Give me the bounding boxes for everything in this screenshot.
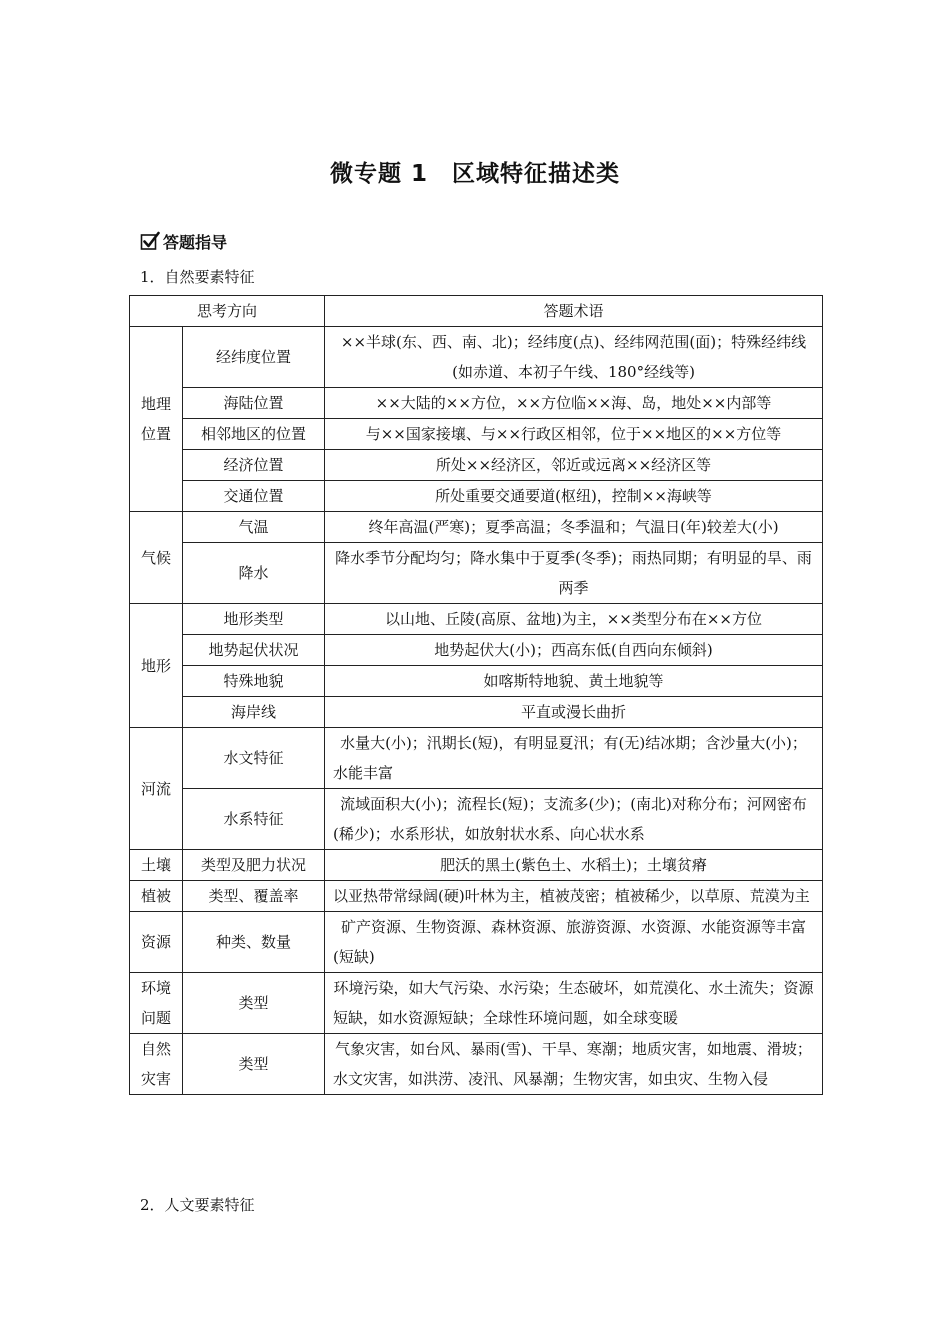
table-row [130,635,823,666]
category-label: 位置 [140,425,171,443]
checkbox-check-icon [140,231,160,251]
category-cell [130,850,183,881]
table-row [130,850,823,881]
aspect-cell: 经纬度位置 [183,327,325,388]
aspect-cell: 类型 [183,973,325,1034]
category-label: 植被 [140,887,171,905]
category-label: 问题 [140,1009,171,1027]
answer-cell: ××半球(东、西、南、北)；经纬度(点)、经纬网范围(面)；特殊经纬线(如赤道、本初子午线、180°经线等) [325,327,823,388]
section-heading-natural: 1．自然要素特征 [140,268,255,286]
aspect-cell: 水系特征 [183,789,325,850]
section-heading-human: 2．人文要素特征 [140,1196,255,1214]
category-cell [130,728,183,850]
header-cell-terms: 答题术语 [325,296,823,327]
table-row [130,697,823,728]
category-cell [130,912,183,973]
category-cell [130,327,183,512]
table-row [130,543,823,604]
table-row [130,481,823,512]
page-title: 微专题 1 区域特征描述类 [329,161,620,187]
aspect-cell: 类型及肥力状况 [183,850,325,881]
aspect-cell: 地势起伏状况 [183,635,325,666]
table-row [130,604,823,635]
category-cell [130,512,183,604]
table-header-row [130,296,823,327]
answer-cell: 所处重要交通要道(枢纽)，控制××海峡等 [325,481,823,512]
category-cell [130,881,183,912]
table-row [130,388,823,419]
table-row [130,450,823,481]
header-cell-direction: 思考方向 [130,296,325,327]
aspect-cell: 水文特征 [183,728,325,789]
category-label: 灾害 [140,1070,171,1088]
guide-label: 答题指导 [163,232,228,252]
category-label: 河流 [140,779,171,798]
category-cell [130,604,183,728]
table-row [130,512,823,543]
answer-cell: 终年高温(严寒)；夏季高温；冬季温和；气温日(年)较差大(小) [325,512,823,543]
answer-cell: 所处××经济区，邻近或远离××经济区等 [325,450,823,481]
answer-cell: ××大陆的××方位，××方位临××海、岛，地处××内部等 [325,388,823,419]
table-row [130,666,823,697]
category-label: 气候 [140,548,171,567]
answer-cell: 环境污染，如大气污染、水污染；生态破坏，如荒漠化、水土流失；资源短缺，如水资源短缺；全球性环境问题，如全球变暖 [325,973,823,1034]
category-label: 地形 [140,656,171,675]
table-row [130,789,823,850]
aspect-cell: 类型、覆盖率 [183,881,325,912]
table-row [130,912,823,973]
category-label: 地理 [140,395,171,413]
aspect-cell: 降水 [183,543,325,604]
aspect-cell: 气温 [183,512,325,543]
aspect-cell: 特殊地貌 [183,666,325,697]
table-row [130,419,823,450]
table-row [130,881,823,912]
answer-cell: 以山地、丘陵(高原、盆地)为主，××类型分布在××方位 [325,604,823,635]
aspect-cell: 地形类型 [183,604,325,635]
table-row [130,728,823,789]
table-row [130,1034,823,1095]
category-cell [130,973,183,1034]
answer-cell: 流域面积大(小)；流程长(短)；支流多(少)；(南北)对称分布；河网密布(稀少)；水系形状，如放射状水系、向心状水系 [325,789,823,850]
aspect-cell: 海岸线 [183,697,325,728]
natural-features-table [129,295,823,1095]
aspect-cell: 交通位置 [183,481,325,512]
category-label: 自然 [140,1040,171,1058]
aspect-cell: 相邻地区的位置 [183,419,325,450]
category-label: 土壤 [140,856,171,874]
answer-cell: 降水季节分配均匀；降水集中于夏季(冬季)；雨热同期；有明显的旱、雨两季 [325,543,823,604]
guide-heading [140,229,227,253]
answer-cell: 气象灾害，如台风、暴雨(雪)、干旱、寒潮；地质灾害，如地震、滑坡；水文灾害，如洪涝、凌汛、风暴潮；生物灾害，如虫灾、生物入侵 [325,1034,823,1095]
aspect-cell: 类型 [183,1034,325,1095]
answer-cell: 地势起伏大(小)；西高东低(自西向东倾斜) [325,635,823,666]
category-label: 资源 [140,933,171,951]
aspect-cell: 海陆位置 [183,388,325,419]
aspect-cell: 经济位置 [183,450,325,481]
category-label: 环境 [140,979,171,997]
aspect-cell: 种类、数量 [183,912,325,973]
answer-cell: 以亚热带常绿阔(硬)叶林为主，植被茂密；植被稀少，以草原、荒漠为主 [325,881,823,912]
category-cell [130,1034,183,1095]
answer-cell: 水量大(小)；汛期长(短)，有明显夏汛；有(无)结冰期；含沙量大(小)；水能丰富 [325,728,823,789]
table-row [130,973,823,1034]
table-row [130,327,823,388]
answer-cell: 如喀斯特地貌、黄土地貌等 [325,666,823,697]
answer-cell: 与××国家接壤、与××行政区相邻，位于××地区的××方位等 [325,419,823,450]
answer-cell: 平直或漫长曲折 [325,697,823,728]
answer-cell: 肥沃的黑土(紫色土、水稻土)；土壤贫瘠 [325,850,823,881]
answer-cell: 矿产资源、生物资源、森林资源、旅游资源、水资源、水能资源等丰富(短缺) [325,912,823,973]
